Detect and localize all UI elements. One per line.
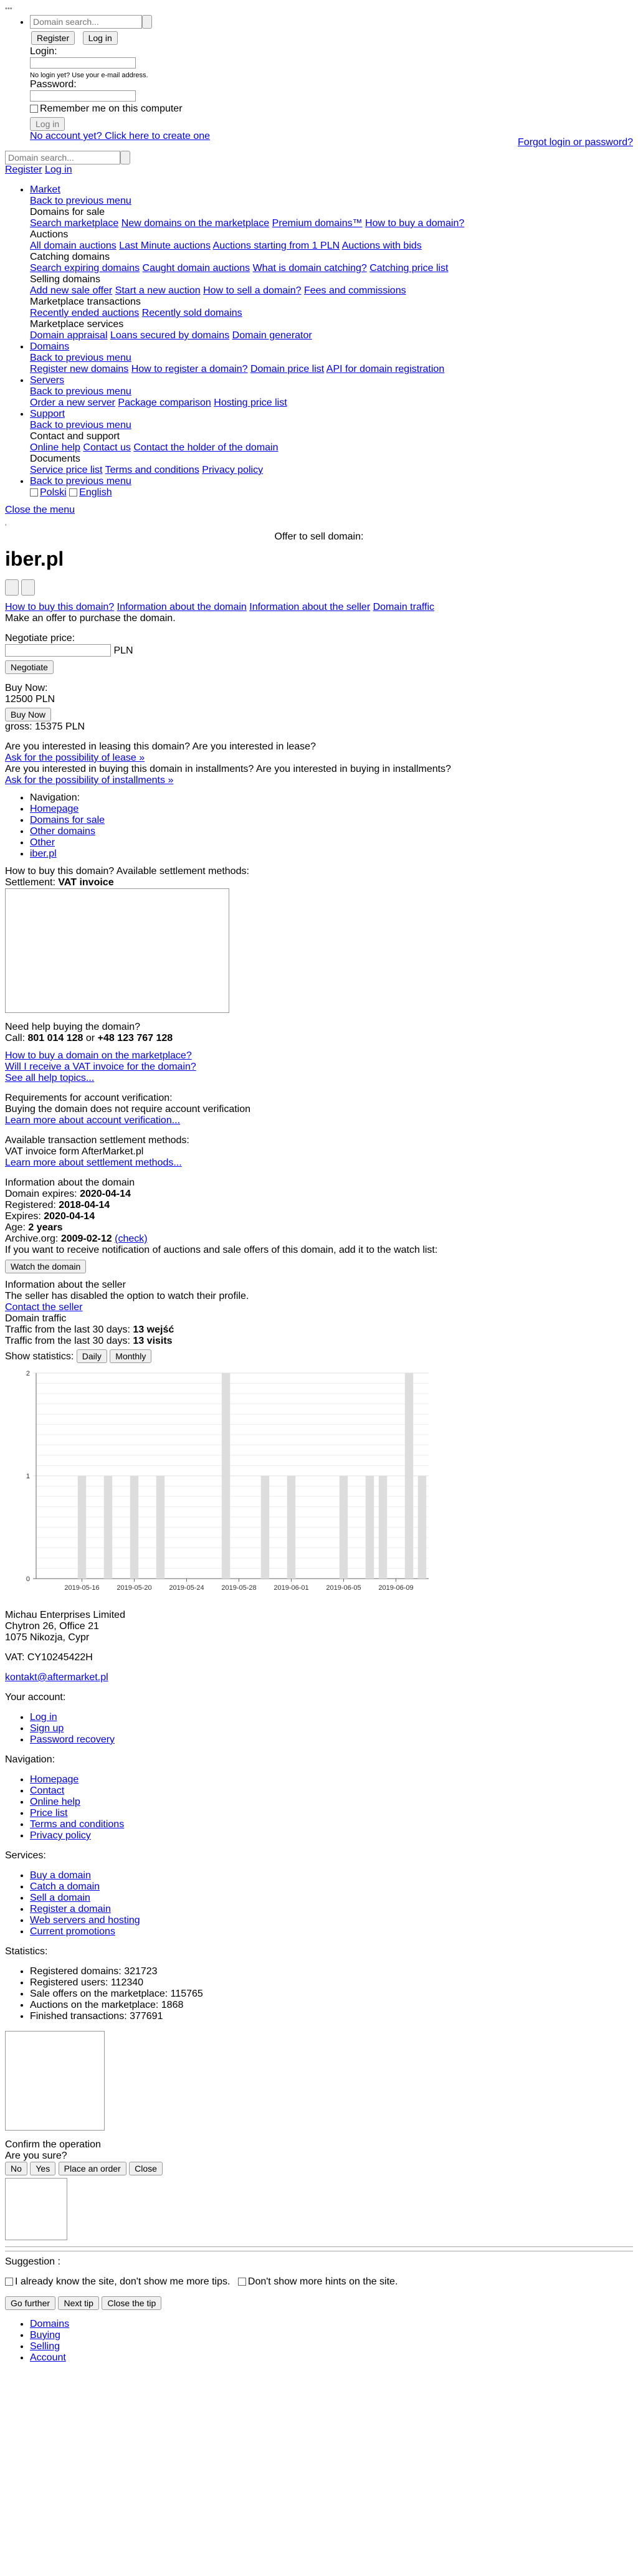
menu-link[interactable]: How to buy a domain? bbox=[365, 218, 465, 229]
negotiate-price-input[interactable] bbox=[5, 644, 111, 657]
flag-en-icon[interactable] bbox=[69, 488, 77, 497]
flag-pl-icon[interactable] bbox=[30, 488, 38, 497]
x-tick-label: 2019-06-09 bbox=[378, 1584, 414, 1592]
offer-tabs bbox=[5, 602, 633, 613]
tip-close-button[interactable]: Close the tip bbox=[102, 2296, 161, 2310]
mobile-search-input[interactable] bbox=[5, 151, 120, 164]
menu-link[interactable]: Catching price list bbox=[369, 263, 449, 273]
requirements-text: Buying the domain does not require account verification bbox=[5, 1104, 251, 1115]
bar bbox=[287, 1476, 295, 1579]
footer-services-title: Services: bbox=[5, 1850, 46, 1861]
login-input[interactable] bbox=[30, 57, 136, 69]
menu-link[interactable]: Contact us bbox=[83, 442, 131, 453]
footer-link[interactable]: Register a domain bbox=[30, 1904, 111, 1914]
show-stats-label: Show statistics: bbox=[5, 1351, 74, 1362]
mobile-search bbox=[5, 151, 633, 164]
tip-opt1-checkbox[interactable] bbox=[5, 2278, 13, 2286]
bar bbox=[261, 1476, 269, 1579]
tip-opt2-checkbox[interactable] bbox=[238, 2278, 246, 2286]
company-name: Michau Enterprises Limited bbox=[5, 1610, 125, 1620]
remember-label: Remember me on this computer bbox=[40, 103, 183, 114]
tip-next-button[interactable]: Next tip bbox=[58, 2296, 98, 2310]
menu-link[interactable]: Search expiring domains bbox=[30, 263, 140, 273]
remember-checkbox[interactable] bbox=[30, 105, 38, 113]
footer-link[interactable]: Online help bbox=[30, 1797, 80, 1807]
methods-text: VAT invoice form AfterMarket.pl bbox=[5, 1146, 144, 1157]
menu-group-documents: Documents bbox=[30, 454, 80, 464]
help-link[interactable]: Will I receive a VAT invoice for the domain? bbox=[5, 1062, 196, 1072]
menu-market bbox=[30, 184, 633, 341]
footer-link[interactable]: Buy a domain bbox=[30, 1870, 91, 1881]
info-label: Registered: bbox=[5, 1200, 56, 1210]
settlement-frame bbox=[5, 888, 229, 1013]
stat-item: • Auctions on the marketplace: 1868 bbox=[30, 2000, 633, 2011]
menu-support bbox=[30, 409, 633, 476]
menu-link[interactable]: Recently sold domains bbox=[141, 308, 242, 318]
menu-link[interactable]: Last Minute auctions bbox=[119, 240, 211, 251]
traffic-chart-svg bbox=[5, 1367, 441, 1604]
confirm-close-button[interactable]: Close bbox=[129, 2162, 163, 2175]
tab-domain-info[interactable]: Information about the domain bbox=[117, 602, 247, 612]
login-box bbox=[30, 46, 633, 148]
footer-nav-title: Navigation: bbox=[5, 1754, 55, 1765]
archive-value: 2009-02-12 bbox=[60, 1233, 112, 1244]
make-offer-text: Make an offer to purchase the domain. bbox=[5, 613, 176, 624]
menu-link[interactable]: Auctions with bids bbox=[341, 240, 422, 251]
tip-link[interactable]: Account bbox=[30, 2352, 66, 2363]
menu-link[interactable]: New domains on the marketplace bbox=[121, 218, 270, 229]
menu-link[interactable]: Caught domain auctions bbox=[142, 263, 250, 273]
methods-title: Available transaction settlement methods: bbox=[5, 1135, 189, 1146]
traffic-title: Domain traffic bbox=[5, 1313, 67, 1324]
company-addr2: 1075 Nikozja, Cypr bbox=[5, 1632, 90, 1643]
tip-opt1-label: I already know the site, don't show me more tips. bbox=[15, 2276, 231, 2287]
share-icon[interactable] bbox=[21, 579, 35, 596]
menu-back-link[interactable]: Back to previous menu bbox=[30, 353, 131, 363]
phone-1: 801 014 128 bbox=[27, 1033, 83, 1043]
login-hint: No login yet? Use your e-mail address. bbox=[30, 72, 148, 79]
footer-link[interactable]: Contact bbox=[30, 1785, 65, 1796]
menu-link[interactable]: Fees and commissions bbox=[303, 285, 406, 296]
menu-link[interactable]: All domain auctions bbox=[30, 240, 117, 251]
monthly-button[interactable]: Monthly bbox=[110, 1349, 151, 1363]
bar bbox=[340, 1476, 348, 1579]
info-label: Archive.org: bbox=[5, 1233, 59, 1244]
menu-link[interactable]: Register new domains bbox=[30, 364, 129, 374]
favorite-icon[interactable] bbox=[5, 579, 19, 596]
info-label: Domain expires: bbox=[5, 1189, 77, 1199]
installments-question: Are you interested in buying this domain in installments? Are you interested in buying in installments? bbox=[5, 764, 451, 774]
tip-link[interactable]: Selling bbox=[30, 2341, 60, 2352]
bar bbox=[222, 1373, 230, 1579]
x-tick-label: 2019-06-01 bbox=[274, 1584, 309, 1592]
traffic-label: Traffic from the last 30 days: bbox=[5, 1336, 130, 1346]
breadcrumb-item[interactable]: Domains for sale bbox=[30, 815, 105, 825]
info-title: Information about the domain bbox=[5, 1177, 135, 1188]
company-email-link[interactable]: kontakt@aftermarket.pl bbox=[5, 1672, 108, 1683]
contact-seller-link[interactable]: Contact the seller bbox=[5, 1302, 83, 1313]
footer-link[interactable]: Current promotions bbox=[30, 1926, 115, 1937]
menu-back-link[interactable]: Back to previous menu bbox=[30, 386, 131, 397]
stat-item: • Registered domains: 321723 bbox=[30, 1966, 633, 1977]
methods-link[interactable]: Learn more about settlement methods... bbox=[5, 1157, 182, 1168]
menu-back-link[interactable]: Back to previous menu bbox=[30, 420, 131, 430]
menu-link[interactable]: How to register a domain? bbox=[131, 364, 248, 374]
footer-link[interactable]: Terms and conditions bbox=[30, 1819, 125, 1830]
confirm-title: Confirm the operation bbox=[5, 2139, 101, 2150]
lease-question: Are you interested in leasing this domain? Are you interested in lease? bbox=[5, 741, 316, 752]
footer-link[interactable]: Price list bbox=[30, 1808, 68, 1818]
menu-link[interactable]: Online help bbox=[30, 442, 80, 453]
traffic-chart bbox=[5, 1367, 441, 1604]
breadcrumb-item[interactable]: Homepage bbox=[30, 804, 79, 814]
daily-button[interactable]: Daily bbox=[77, 1349, 107, 1363]
login-label: Login: bbox=[30, 46, 57, 57]
company-addr1: Chytron 26, Office 21 bbox=[5, 1621, 99, 1632]
negotiate-button[interactable]: Negotiate bbox=[5, 660, 54, 674]
help-link[interactable]: How to buy a domain on the marketplace? bbox=[5, 1050, 192, 1061]
traffic-value-pl: 13 wejść bbox=[133, 1324, 174, 1335]
traffic-label: Traffic from the last 30 days: bbox=[5, 1324, 130, 1335]
bar bbox=[366, 1476, 374, 1579]
footer-link[interactable]: Log in bbox=[30, 1712, 57, 1723]
top-search-input[interactable] bbox=[30, 15, 142, 29]
bar bbox=[78, 1476, 86, 1579]
menu-link[interactable]: Domain appraisal bbox=[30, 330, 108, 341]
requirements-link[interactable]: Learn more about account verification... bbox=[5, 1115, 181, 1126]
bar bbox=[418, 1476, 426, 1579]
help-title: Need help buying the domain? bbox=[5, 1022, 141, 1032]
create-account-link[interactable]: No account yet? Click here to create one bbox=[30, 131, 211, 141]
age-value: 2 years bbox=[28, 1222, 63, 1233]
info-label: Age: bbox=[5, 1222, 26, 1233]
menu-link[interactable]: Auctions starting from 1 PLN bbox=[212, 240, 340, 251]
archive-check-link[interactable]: (check) bbox=[115, 1233, 148, 1244]
menu-link[interactable]: Service price list bbox=[30, 465, 103, 475]
tip-opt2-label: Don't show more hints on the site. bbox=[247, 2276, 398, 2287]
top-register-button[interactable]: Register bbox=[31, 31, 75, 45]
stat-item: • Finished transactions: 377691 bbox=[30, 2011, 633, 2022]
footer-link[interactable]: Homepage bbox=[30, 1774, 79, 1785]
buy-now-price: 12500 PLN bbox=[5, 694, 55, 705]
x-tick-label: 2019-05-20 bbox=[117, 1584, 152, 1592]
menu-group-sale: Domains for sale bbox=[30, 207, 105, 217]
breadcrumb bbox=[5, 792, 633, 860]
bar bbox=[156, 1476, 164, 1579]
breadcrumb-item[interactable]: Other domains bbox=[30, 826, 95, 837]
menu-link[interactable]: Premium domains™ bbox=[272, 218, 363, 229]
negotiate-currency: PLN bbox=[113, 645, 133, 656]
help-call-label: Call: bbox=[5, 1033, 26, 1043]
menu-support-link[interactable]: Support bbox=[30, 409, 65, 419]
footer-link[interactable]: Sign up bbox=[30, 1723, 64, 1734]
menu-servers bbox=[30, 375, 633, 409]
settlement-text: How to buy this domain? Available settlement methods: bbox=[5, 866, 249, 877]
footer-link[interactable]: Privacy policy bbox=[30, 1830, 91, 1841]
menu-link[interactable]: Order a new server bbox=[30, 397, 115, 408]
confirm-no-button[interactable]: No bbox=[5, 2162, 27, 2175]
x-tick-label: 2019-05-28 bbox=[221, 1584, 257, 1592]
menu-link[interactable]: What is domain catching? bbox=[252, 263, 367, 273]
tab-how-to-buy[interactable]: How to buy this domain? bbox=[5, 602, 115, 612]
menu-back-link[interactable]: Back to previous menu bbox=[30, 196, 131, 206]
y-tick-label: 2 bbox=[26, 1370, 30, 1377]
lease-link[interactable]: Ask for the possibility of lease » bbox=[5, 753, 145, 763]
menu-link[interactable]: API for domain registration bbox=[326, 364, 445, 374]
offer-heading: Offer to sell domain: bbox=[274, 531, 364, 542]
tip-link[interactable]: Buying bbox=[30, 2330, 60, 2341]
menu-link[interactable]: Privacy policy bbox=[202, 465, 264, 475]
menu-link[interactable]: Start a new auction bbox=[115, 285, 201, 296]
info-label: Expires: bbox=[5, 1211, 41, 1222]
lang-en-link[interactable]: English bbox=[79, 487, 112, 498]
x-tick-label: 2019-05-16 bbox=[64, 1584, 100, 1592]
buy-now-label: Buy Now: bbox=[5, 683, 48, 693]
breadcrumb-label: • Navigation: bbox=[30, 792, 633, 804]
menu-servers-link[interactable]: Servers bbox=[30, 375, 65, 386]
installments-link[interactable]: Ask for the possibility of installments » bbox=[5, 775, 174, 786]
menu-link[interactable]: Hosting price list bbox=[214, 397, 287, 408]
footer-link[interactable]: Password recovery bbox=[30, 1734, 115, 1745]
confirm-order-button[interactable]: Place an order bbox=[59, 2162, 126, 2175]
watch-text: If you want to receive notification of auctions and sale offers of this domain, add it to the watch list: bbox=[5, 1245, 438, 1255]
buy-now-button[interactable]: Buy Now bbox=[5, 708, 51, 721]
help-or: or bbox=[85, 1033, 95, 1043]
confirm-question: Are you sure? bbox=[5, 2151, 67, 2161]
footer-link[interactable]: Sell a domain bbox=[30, 1893, 90, 1903]
suggestion-divider bbox=[5, 2246, 633, 2251]
footer-link[interactable]: Catch a domain bbox=[30, 1881, 100, 1892]
menu-group-selling: Selling domains bbox=[30, 274, 100, 285]
tab-seller-info[interactable]: Information about the seller bbox=[249, 602, 371, 612]
stat-item: • Registered users: 112340 bbox=[30, 1977, 633, 1989]
top-dots: ••• bbox=[5, 5, 12, 12]
bar bbox=[130, 1476, 138, 1579]
tip-go-further-button[interactable]: Go further bbox=[5, 2296, 55, 2310]
menu-link[interactable]: How to sell a domain? bbox=[203, 285, 302, 296]
menu-back-link[interactable]: Back to previous menu bbox=[30, 476, 131, 487]
menu-domains bbox=[30, 341, 633, 375]
mobile-register-link[interactable]: Register bbox=[5, 164, 42, 175]
bar bbox=[379, 1476, 387, 1579]
settlement-value: VAT invoice bbox=[58, 877, 114, 888]
seller-text: The seller has disabled the option to watch their profile. bbox=[5, 1291, 249, 1301]
confirm-frame bbox=[5, 2178, 67, 2240]
x-tick-label: 2019-05-24 bbox=[169, 1584, 204, 1592]
expires2-value: 2020-04-14 bbox=[44, 1211, 95, 1222]
menu-link[interactable]: Recently ended auctions bbox=[30, 308, 140, 318]
tab-domain-traffic[interactable]: Domain traffic bbox=[373, 602, 434, 612]
tip-link[interactable]: Domains bbox=[30, 2319, 70, 2329]
footer-stats-title: Statistics: bbox=[5, 1946, 48, 1957]
top-user-item bbox=[30, 15, 633, 45]
menu-domains-link[interactable]: Domains bbox=[30, 341, 70, 352]
phone-2: +48 123 767 128 bbox=[97, 1033, 173, 1043]
forgot-password-link[interactable]: Forgot login or password? bbox=[518, 137, 633, 148]
domain-title: iber.pl bbox=[5, 548, 64, 570]
company-vat: VAT: CY10245422H bbox=[5, 1652, 93, 1663]
footer-account-title: Your account: bbox=[5, 1692, 66, 1703]
menu-language bbox=[30, 476, 633, 498]
breadcrumb-item[interactable]: iber.pl bbox=[30, 848, 57, 859]
menu-link[interactable]: Add new sale offer bbox=[30, 285, 113, 296]
mobile-search-button[interactable] bbox=[120, 151, 130, 164]
password-label: Password: bbox=[30, 79, 77, 90]
menu-link[interactable]: Loans secured by domains bbox=[110, 330, 230, 341]
top-search-button[interactable] bbox=[142, 15, 152, 29]
main-menu bbox=[5, 184, 633, 498]
settlement-label: Settlement: bbox=[5, 877, 55, 888]
menu-link[interactable]: Terms and conditions bbox=[105, 465, 199, 475]
menu-link[interactable]: Domain price list bbox=[250, 364, 325, 374]
menu-group-catching: Catching domains bbox=[30, 252, 110, 262]
menu-link[interactable]: Domain generator bbox=[232, 330, 312, 341]
menu-link[interactable]: Search marketplace bbox=[30, 218, 119, 229]
menu-group-transactions: Marketplace transactions bbox=[30, 297, 141, 307]
menu-market-link[interactable]: Market bbox=[30, 184, 60, 195]
y-tick-label: 1 bbox=[26, 1473, 30, 1480]
help-link[interactable]: See all help topics... bbox=[5, 1073, 95, 1083]
bar bbox=[405, 1373, 413, 1579]
traffic-value-en: 13 visits bbox=[133, 1336, 173, 1346]
bar bbox=[104, 1476, 112, 1579]
menu-group-contact: Contact and support bbox=[30, 431, 120, 442]
login-submit-button[interactable]: Log in bbox=[30, 117, 65, 131]
x-tick-label: 2019-06-05 bbox=[326, 1584, 361, 1592]
password-input[interactable] bbox=[30, 90, 136, 102]
top-login-button[interactable]: Log in bbox=[83, 31, 118, 45]
lang-pl-link[interactable]: Polski bbox=[40, 487, 67, 498]
menu-link[interactable]: Package comparison bbox=[118, 397, 211, 408]
mobile-login-link[interactable]: Log in bbox=[45, 164, 72, 175]
menu-group-services: Marketplace services bbox=[30, 319, 124, 330]
seller-title: Information about the seller bbox=[5, 1280, 126, 1290]
breadcrumb-item[interactable]: Other bbox=[30, 837, 55, 848]
close-menu-link[interactable]: Close the menu bbox=[5, 505, 75, 515]
watch-domain-button[interactable]: Watch the domain bbox=[5, 1260, 86, 1273]
menu-group-auctions: Auctions bbox=[30, 229, 69, 240]
y-tick-label: 0 bbox=[26, 1576, 30, 1583]
footer-frame bbox=[5, 2031, 105, 2131]
suggestion-title: Suggestion : bbox=[5, 2256, 60, 2267]
negotiate-label: Negotiate price: bbox=[5, 633, 75, 644]
footer-link[interactable]: Web servers and hosting bbox=[30, 1915, 140, 1926]
gross-price: gross: 15375 PLN bbox=[5, 721, 85, 732]
expires-value: 2020-04-14 bbox=[80, 1189, 131, 1199]
menu-link[interactable]: Contact the holder of the domain bbox=[133, 442, 279, 453]
stat-item: • Sale offers on the marketplace: 115765 bbox=[30, 1989, 633, 2000]
registered-value: 2018-04-14 bbox=[59, 1200, 110, 1210]
requirements-title: Requirements for account verification: bbox=[5, 1093, 173, 1103]
confirm-yes-button[interactable]: Yes bbox=[30, 2162, 55, 2175]
